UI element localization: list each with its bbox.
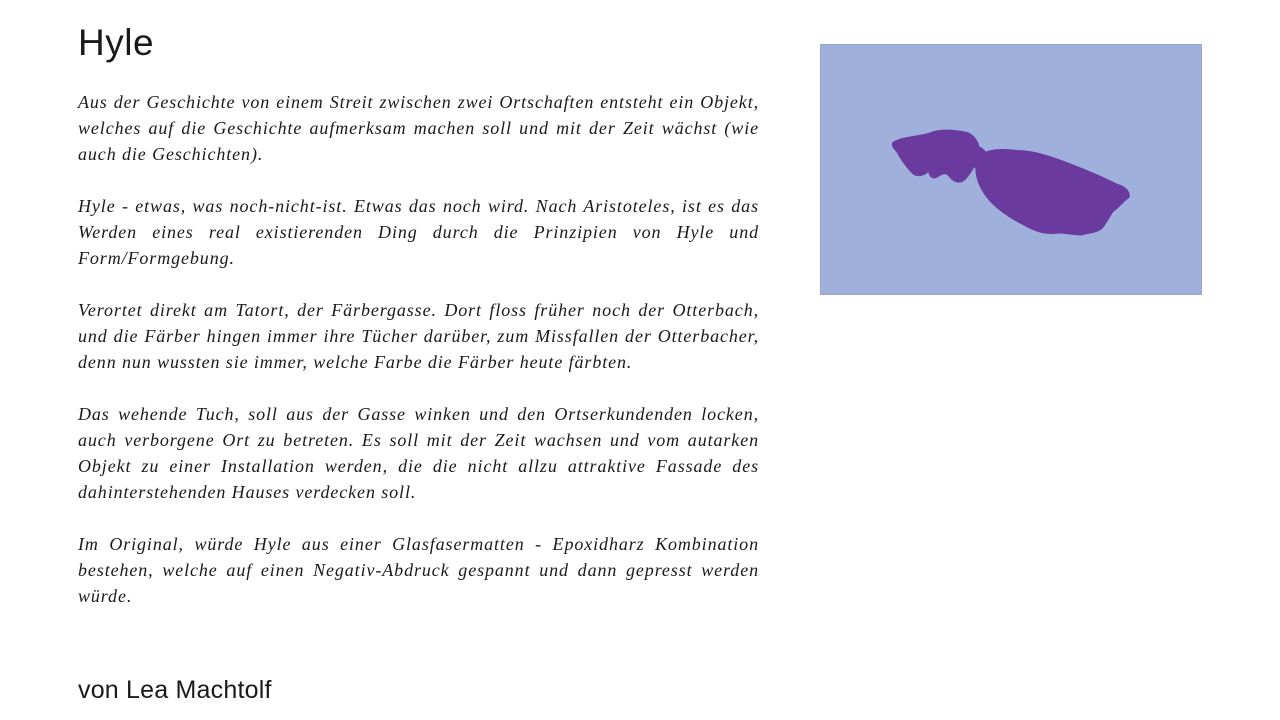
paragraph-1: Aus der Geschichte von einem Streit zwischen zwei Ortschaften entsteht ein Objekt, welches auf die Geschichte aufmerksam machen soll und mit der Zeit wächst (wie auch die Geschichten). (78, 92, 759, 164)
author-credit: von Lea Machtolf (78, 676, 272, 704)
object-image (820, 44, 1202, 295)
paragraph-3: Verortet direkt am Tatort, der Färbergasse. Dort floss früher noch der Otterbach, und die Färber hingen immer ihre Tücher darüber, zum Missfallen der Otterbacher, denn nun wussten sie immer, welche Farbe die Färber heute färbten. (78, 300, 759, 372)
paragraph-5: Im Original, würde Hyle aus einer Glasfasermatten - Epoxidharz Kombination bestehen, welche auf einen Negativ-Abdruck gespannt und dann gepresst werden würde. (78, 534, 759, 606)
paragraph-2: Hyle - etwas, was noch-nicht-ist. Etwas das noch wird. Nach Aristoteles, ist es das Werden eines real existierenden Ding durch die Prinzipien von Hyle und Form/Formgebung. (78, 196, 759, 268)
page-title: Hyle (78, 22, 155, 63)
paragraph-4: Das wehende Tuch, soll aus der Gasse winken und den Ortserkundenden locken, auch verborgene Ort zu betreten. Es soll mit der Zeit wachsen und vom autarken Objekt zu einer Installation werden, die die nicht allzu attraktive Fassade des dahinterstehenden Hauses verdecken soll. (78, 404, 759, 502)
object-render (821, 45, 1201, 294)
description-text (78, 89, 759, 635)
